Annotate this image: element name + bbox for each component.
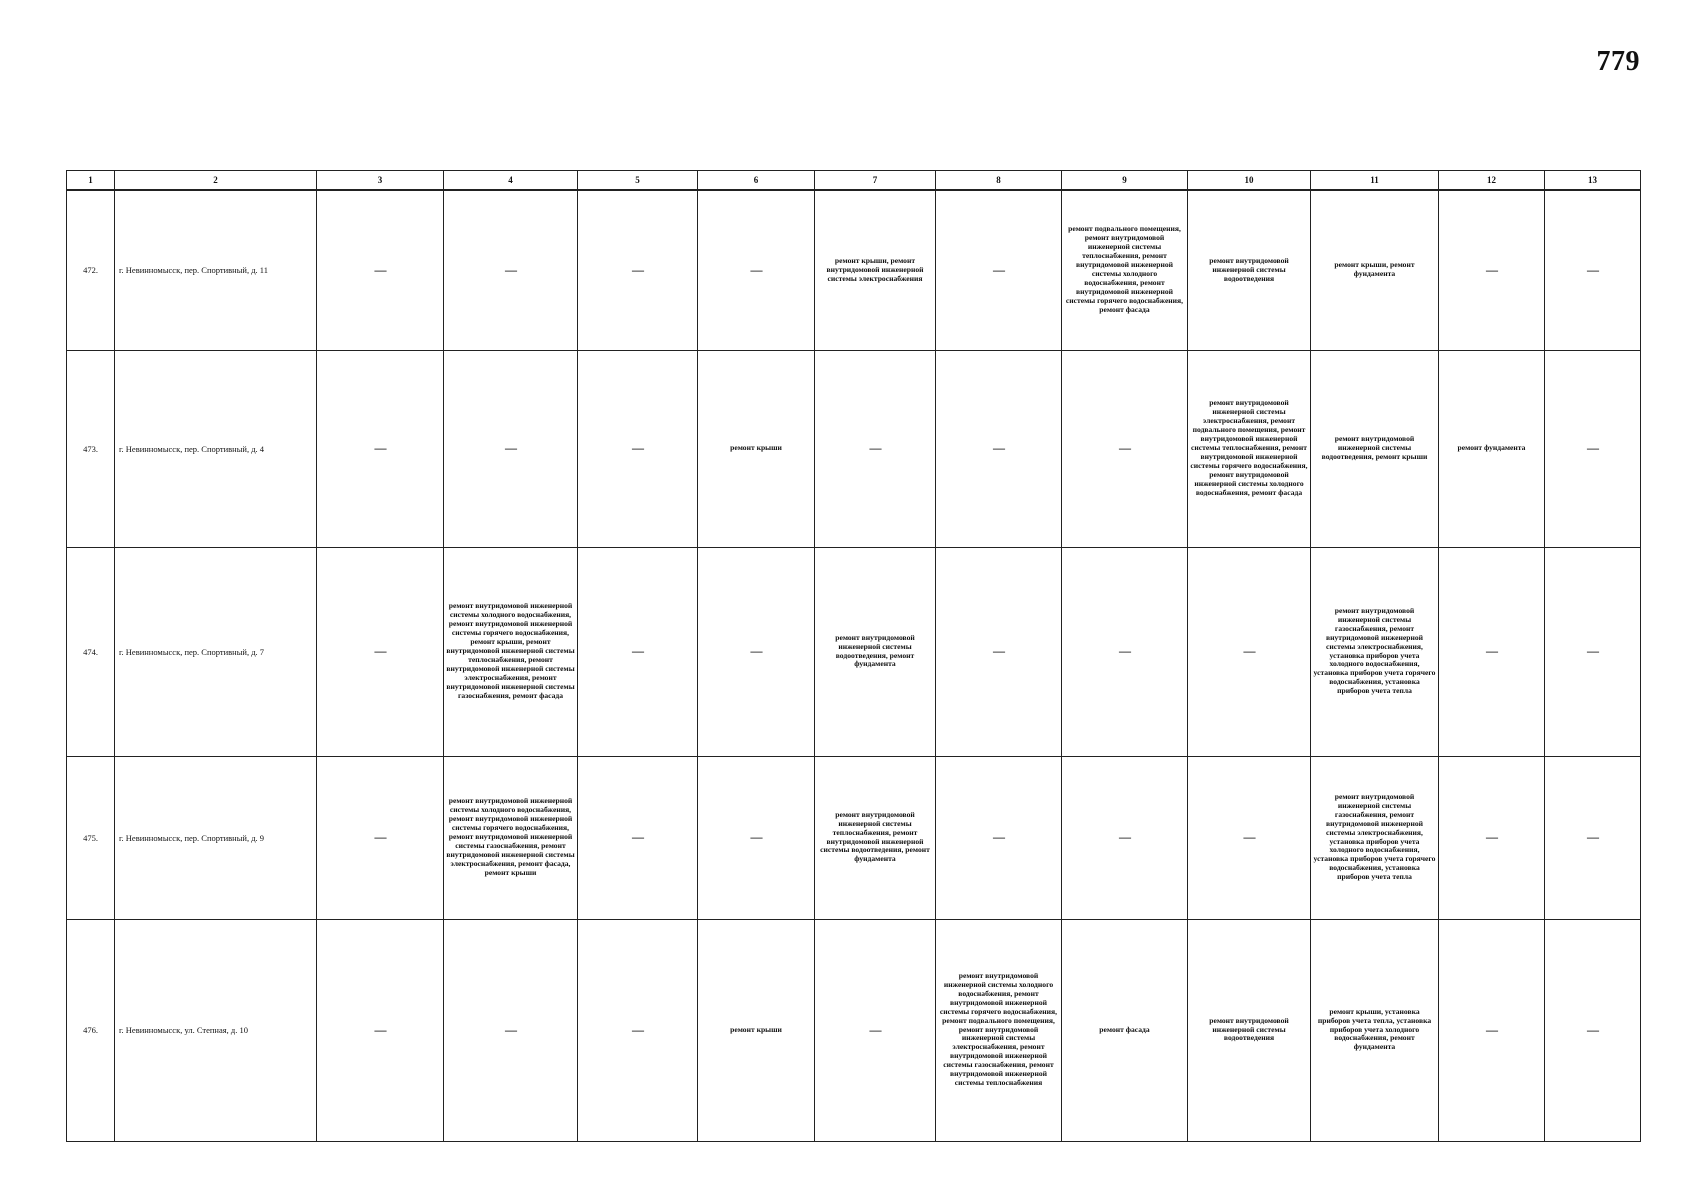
- row-number: 473.: [67, 350, 115, 547]
- address-cell: г. Невинномысск, ул. Степная, д. 10: [115, 919, 317, 1141]
- table-cell: —: [578, 350, 698, 547]
- column-header: 9: [1062, 171, 1188, 191]
- table-cell: ремонт внутридомовой инженерной системы холодного водоснабжения, ремонт внутридомовой инженерной системы горячего водоснабжения, ремонт подвального помещения, ремонт внутридомовой инженерной системы электроснабжения, ремонт внутридомовой инженерной системы газоснабжения, ремонт внутридомовой инженерной системы теплоснабжения: [936, 919, 1062, 1141]
- table-row: [67, 190, 1641, 350]
- column-header: 8: [936, 171, 1062, 191]
- column-header: 5: [578, 171, 698, 191]
- table-cell: —: [936, 547, 1062, 756]
- column-header: 11: [1311, 171, 1439, 191]
- table-cell: —: [1439, 190, 1545, 350]
- address-cell: г. Невинномысск, пер. Спортивный, д. 4: [115, 350, 317, 547]
- table-cell: —: [317, 350, 444, 547]
- table-cell: —: [1439, 919, 1545, 1141]
- column-header: 4: [444, 171, 578, 191]
- address-cell: г. Невинномысск, пер. Спортивный, д. 9: [115, 756, 317, 919]
- table-cell: —: [1188, 547, 1311, 756]
- table-cell: —: [1545, 350, 1641, 547]
- row-number: 476.: [67, 919, 115, 1141]
- table-row: [67, 919, 1641, 1141]
- table-cell: ремонт внутридомовой инженерной системы газоснабжения, ремонт внутридомовой инженерной системы электроснабжения, установка приборов учета холодного водоснабжения, установка приборов учета горячего водоснабжения, установка приборов учета тепла: [1311, 547, 1439, 756]
- table-cell: ремонт внутридомовой инженерной системы газоснабжения, ремонт внутридомовой инженерной системы электроснабжения, установка приборов учета холодного водоснабжения, установка приборов учета горячего водоснабжения, установка приборов учета тепла: [1311, 756, 1439, 919]
- row-number: 472.: [67, 190, 115, 350]
- column-header: 10: [1188, 171, 1311, 191]
- column-header: 13: [1545, 171, 1641, 191]
- table-cell: —: [578, 190, 698, 350]
- table-cell: —: [815, 919, 936, 1141]
- table-cell: ремонт внутридомовой инженерной системы теплоснабжения, ремонт внутридомовой инженерной системы водоотведения, ремонт фундамента: [815, 756, 936, 919]
- table-cell: —: [698, 190, 815, 350]
- table-cell: ремонт крыши: [698, 350, 815, 547]
- table-cell: ремонт фундамента: [1439, 350, 1545, 547]
- column-header: 6: [698, 171, 815, 191]
- table-cell: —: [444, 350, 578, 547]
- table-cell: —: [1545, 756, 1641, 919]
- address-cell: г. Невинномысск, пер. Спортивный, д. 11: [115, 190, 317, 350]
- table-cell: —: [815, 350, 936, 547]
- table-cell: —: [1062, 350, 1188, 547]
- column-number-header-row: [67, 171, 1641, 191]
- table-cell: —: [936, 190, 1062, 350]
- table-row: [67, 756, 1641, 919]
- column-header: 2: [115, 171, 317, 191]
- table-cell: —: [936, 756, 1062, 919]
- column-header: 1: [67, 171, 115, 191]
- table-cell: —: [1439, 547, 1545, 756]
- table-row: [67, 350, 1641, 547]
- table-cell: ремонт внутридомовой инженерной системы холодного водоснабжения, ремонт внутридомовой инженерной системы горячего водоснабжения, ремонт внутридомовой инженерной системы газоснабжения, ремонт внутридомовой инженерной системы электроснабжения, ремонт фасада, ремонт крыши: [444, 756, 578, 919]
- table-cell: —: [578, 756, 698, 919]
- table-cell: —: [936, 350, 1062, 547]
- table-cell: —: [1545, 190, 1641, 350]
- table-cell: —: [578, 547, 698, 756]
- repair-schedule-table: [66, 170, 1641, 1142]
- table-cell: —: [1062, 547, 1188, 756]
- table-cell: ремонт фасада: [1062, 919, 1188, 1141]
- table-cell: —: [317, 190, 444, 350]
- table-cell: —: [1545, 919, 1641, 1141]
- table-cell: —: [1062, 756, 1188, 919]
- table-cell: ремонт крыши, ремонт внутридомовой инженерной системы электроснабжения: [815, 190, 936, 350]
- row-number: 474.: [67, 547, 115, 756]
- table-cell: —: [1545, 547, 1641, 756]
- page-number: 779: [1596, 46, 1640, 77]
- column-header: 12: [1439, 171, 1545, 191]
- column-header: 7: [815, 171, 936, 191]
- row-number: 475.: [67, 756, 115, 919]
- table-cell: ремонт внутридомовой инженерной системы холодного водоснабжения, ремонт внутридомовой инженерной системы горячего водоснабжения, ремонт крыши, ремонт внутридомовой инженерной системы теплоснабжения, ремонт внутридомовой инженерной системы электроснабжения, ремонт внутридомовой инженерной системы газоснабжения, ремонт фасада: [444, 547, 578, 756]
- table-cell: —: [698, 547, 815, 756]
- table-cell: ремонт подвального помещения, ремонт внутридомовой инженерной системы теплоснабжения, ремонт внутридомовой инженерной системы холодного водоснабжения, ремонт внутридомовой инженерной системы горячего водоснабжения, ремонт фасада: [1062, 190, 1188, 350]
- table-cell: ремонт внутридомовой инженерной системы водоотведения: [1188, 190, 1311, 350]
- table-cell: —: [317, 547, 444, 756]
- table-cell: ремонт крыши, установка приборов учета тепла, установка приборов учета холодного водоснабжения, ремонт фундамента: [1311, 919, 1439, 1141]
- table-cell: —: [1439, 756, 1545, 919]
- table-cell: ремонт крыши: [698, 919, 815, 1141]
- table-cell: ремонт крыши, ремонт фундамента: [1311, 190, 1439, 350]
- table-cell: ремонт внутридомовой инженерной системы водоотведения, ремонт фундамента: [815, 547, 936, 756]
- address-cell: г. Невинномысск, пер. Спортивный, д. 7: [115, 547, 317, 756]
- table-cell: —: [698, 756, 815, 919]
- table-cell: —: [1188, 756, 1311, 919]
- table-row: [67, 547, 1641, 756]
- table-cell: ремонт внутридомовой инженерной системы электроснабжения, ремонт подвального помещения, ремонт внутридомовой инженерной системы теплоснабжения, ремонт внутридомовой инженерной системы горячего водоснабжения, ремонт внутридомовой инженерной системы холодного водоснабжения, ремонт фасада: [1188, 350, 1311, 547]
- table-cell: —: [317, 919, 444, 1141]
- column-header: 3: [317, 171, 444, 191]
- table-cell: —: [444, 190, 578, 350]
- table-cell: —: [578, 919, 698, 1141]
- table-cell: ремонт внутридомовой инженерной системы водоотведения, ремонт крыши: [1311, 350, 1439, 547]
- table-cell: —: [317, 756, 444, 919]
- table-cell: —: [444, 919, 578, 1141]
- table-cell: ремонт внутридомовой инженерной системы водоотведения: [1188, 919, 1311, 1141]
